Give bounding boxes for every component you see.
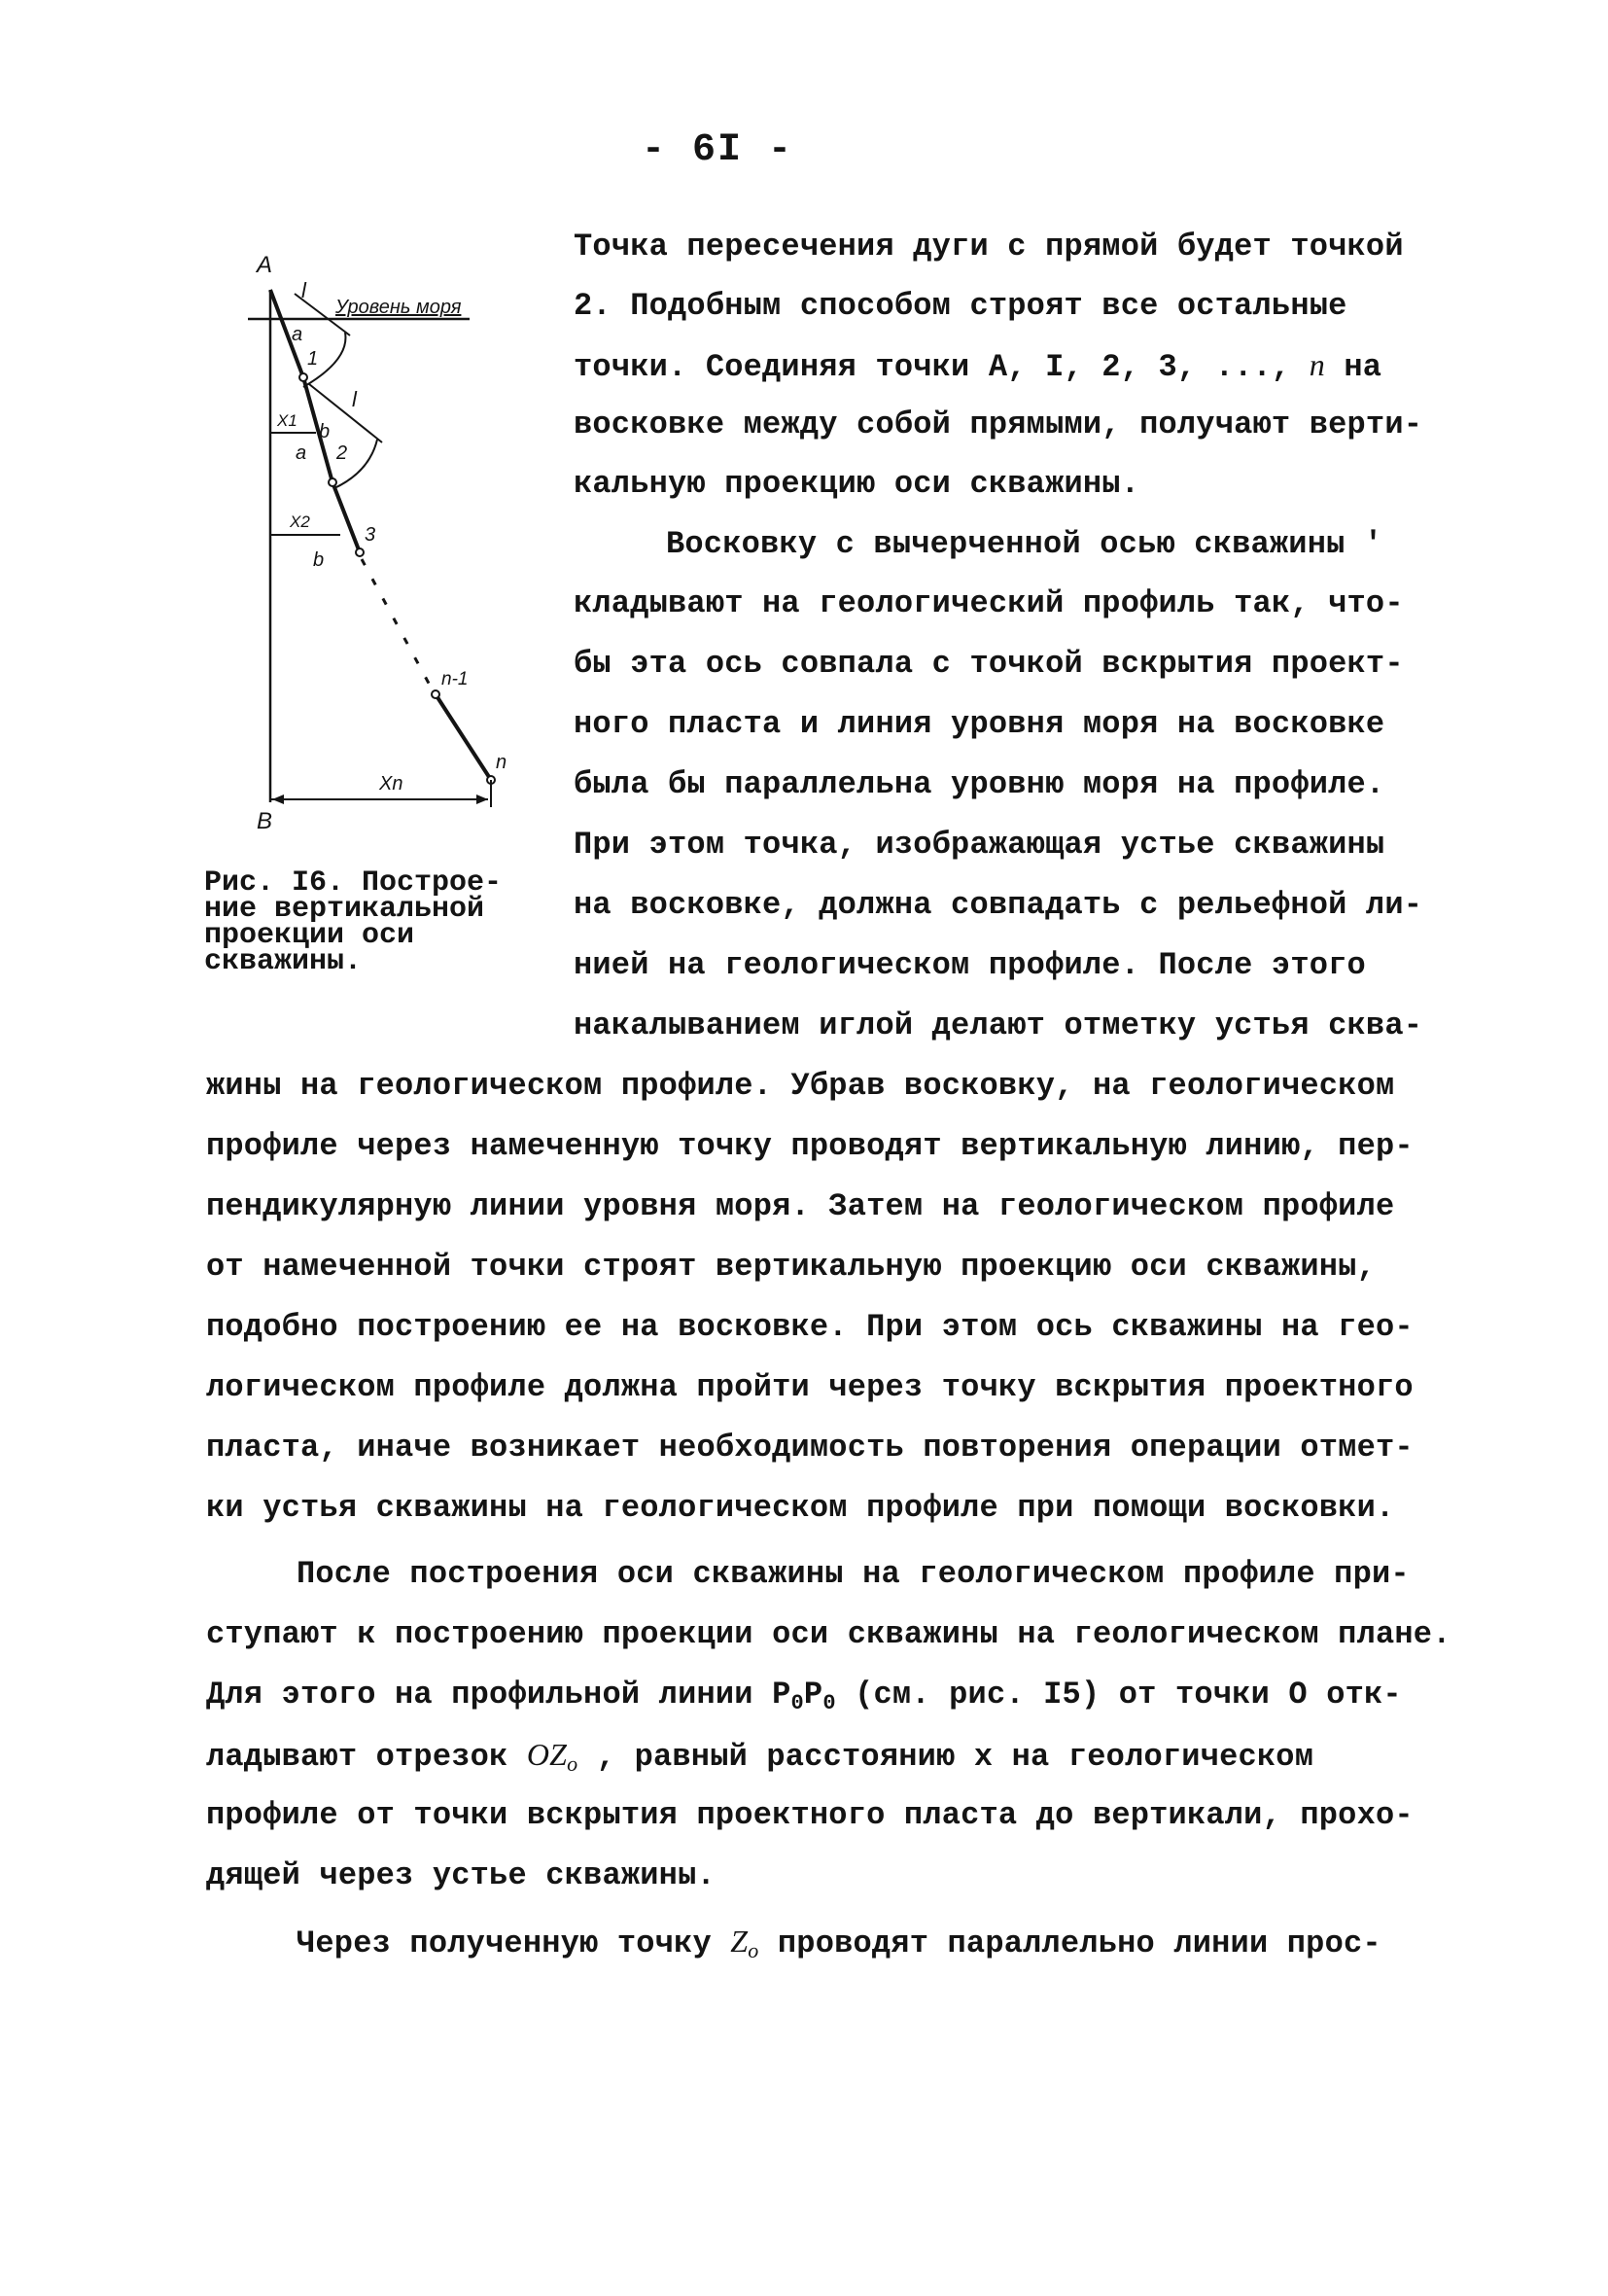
text-line: на восковке, должна совпадать с рельефной ли- (574, 887, 1423, 923)
text-segment: Для этого на профильной линии (206, 1677, 773, 1713)
caption-line: проекции оси (204, 919, 415, 952)
stray-mark: ' (1363, 526, 1383, 562)
label-x2: X2 (290, 512, 310, 531)
text-line: При этом точка, изображающая устье скважины (574, 827, 1385, 863)
text-line: подобно построению ее на восковке. При этом ось скважины на гео- (206, 1309, 1414, 1345)
subscript: 0 (790, 1691, 804, 1715)
text-line: ступают к построению проекции оси скважины на геологическом плане. (206, 1616, 1451, 1652)
label-l-second: l (352, 387, 357, 411)
text-line: ного пласта и линия уровня моря на восковке (574, 706, 1385, 742)
label-angle-b: b (319, 421, 331, 442)
subscript: o (748, 1938, 759, 1962)
figure-diagram (194, 233, 544, 846)
label-xn: Xn (379, 773, 403, 795)
text-line: кладывают на геологический профиль так, что- (574, 585, 1404, 621)
text-line (206, 1737, 1313, 1777)
label-angle-a: a (292, 324, 303, 345)
label-point-n-1: n-1 (441, 669, 469, 689)
text-line: была бы параллельна уровню моря на профиле. (574, 766, 1385, 802)
label-a-point: A (257, 252, 273, 278)
text-line: ки устья скважины на геологическом профиле при помощи восковки. (206, 1490, 1395, 1526)
label-segment-a: a (296, 442, 307, 464)
label-b-point: B (257, 808, 273, 834)
figure-16-well-axis-projection (194, 233, 544, 846)
label-x1: X1 (277, 411, 297, 430)
text-segment: точки. Соединяя точки А, I, 2, 3, ..., (574, 349, 1291, 385)
text-line: пендикулярную линии уровня моря. Затем на геологическом профиле (206, 1188, 1395, 1224)
point-3 (356, 548, 364, 556)
point-n-1 (432, 690, 439, 698)
symbol-oz: OZ (526, 1737, 568, 1772)
arrow-xn-left (272, 795, 284, 804)
text-segment: на (1344, 349, 1382, 385)
caption-line: ние вертикальной (204, 893, 485, 926)
caption-line: скважины. (204, 945, 363, 978)
text-line: от намеченной точки строят вертикальную проекцию оси скважины, (206, 1249, 1376, 1285)
text-line: профиле через намеченную точку проводят вертикальную линию, пер- (206, 1128, 1414, 1164)
text-line: восковке между собой прямыми, получают верти- (574, 406, 1423, 442)
text-line (574, 347, 1381, 385)
symbol-p: P (772, 1677, 791, 1713)
symbol-p: P (803, 1677, 823, 1713)
point-1 (299, 373, 307, 381)
label-sea-level: Уровень моря (335, 297, 462, 318)
figure-caption (204, 866, 525, 978)
arrow-xn-right (476, 795, 488, 804)
subscript: o (567, 1751, 578, 1776)
text-segment: Через полученную точку (297, 1925, 731, 1961)
text-line (666, 526, 1382, 562)
text-line: пласта, иначе возникает необходимость повторения операции отмет- (206, 1430, 1414, 1466)
text-segment: (см. рис. I5) от точки O отк- (835, 1677, 1402, 1713)
point-2 (329, 478, 336, 486)
text-line: кальную проекцию оси скважины. (574, 466, 1140, 502)
text-segment: проводят параллельно линии прос- (758, 1925, 1381, 1961)
label-point-3: 3 (365, 524, 376, 546)
text-segment: Восковку с вычерченной осью скважины (666, 526, 1346, 562)
label-point-1: 1 (307, 348, 319, 370)
text-line: Точка пересечения дуги с прямой будет точкой (574, 229, 1404, 265)
text-line: дящей через устье скважины. (206, 1857, 716, 1893)
text-line: 2. Подобным способом строят все остальные (574, 288, 1347, 324)
symbol-z: Z (730, 1924, 749, 1959)
text-line: нией на геологическом профиле. После этого (574, 947, 1366, 983)
text-segment: ладывают отрезок (206, 1739, 527, 1775)
text-line (206, 1677, 1402, 1715)
subscript: 0 (822, 1691, 836, 1715)
label-l-first: l (301, 278, 306, 302)
label-point-n: n (496, 752, 507, 773)
text-line: жины на геологическом профиле. Убрав восковку, на геологическом (206, 1068, 1395, 1104)
text-line: профиле от точки вскрытия проектного пласта до вертикали, прохо- (206, 1797, 1414, 1833)
caption-line: Рис. I6. Построе- (204, 866, 503, 900)
label-segment-b: b (313, 549, 325, 571)
well-axis-lower (436, 694, 491, 780)
label-point-2: 2 (336, 442, 348, 464)
text-line (297, 1924, 1381, 1963)
symbol-n: n (1309, 347, 1325, 382)
text-line: накалыванием иглой делают отметку устья сква- (574, 1007, 1423, 1043)
text-segment: , равный расстоянию x на геологическом (577, 1739, 1314, 1775)
well-axis-dashed (362, 559, 433, 690)
text-line: бы эта ось совпала с точкой вскрытия проект- (574, 646, 1404, 682)
text-line: После построения оси скважины на геологическом профиле при- (297, 1556, 1410, 1592)
page-number: - 6I - (642, 128, 794, 172)
text-line: логическом профиле должна пройти через точку вскрытия проектного (206, 1369, 1414, 1405)
